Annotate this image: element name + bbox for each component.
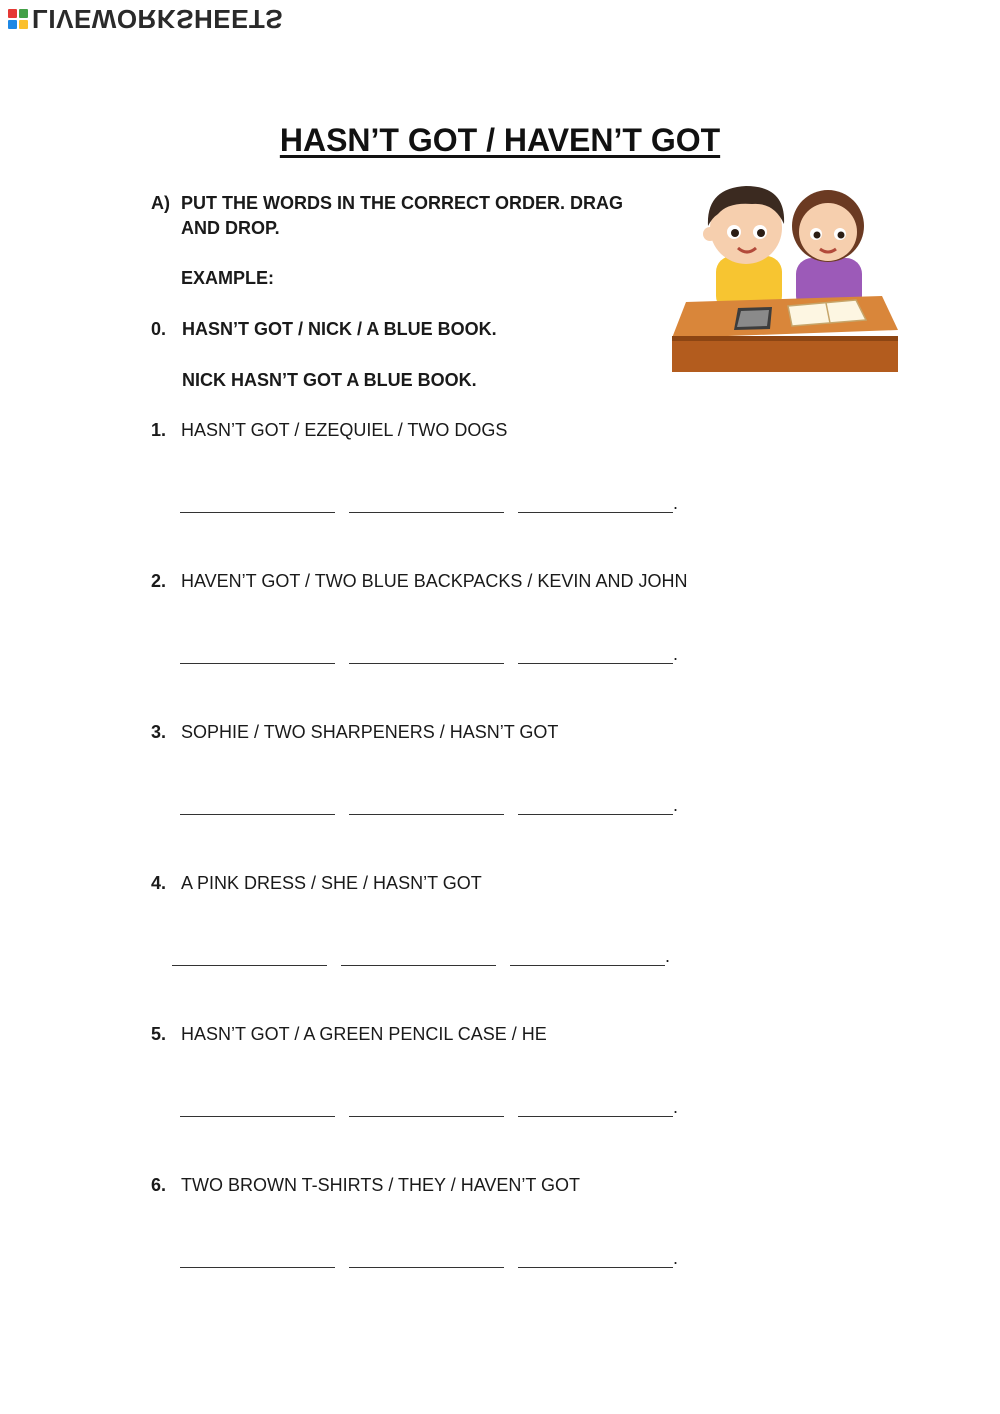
question-number: 5. <box>151 1024 167 1044</box>
question-prompt: HASN’T GOT / A GREEN PENCIL CASE / HE <box>181 1024 547 1044</box>
drop-blank-2[interactable] <box>349 490 504 513</box>
sentence-end-period: . <box>673 795 679 815</box>
instruction-marker: A) <box>151 193 170 213</box>
sentence-end-period: . <box>673 1097 679 1117</box>
drop-blank-3[interactable] <box>518 1094 673 1117</box>
question-number: 1. <box>151 420 167 440</box>
answer-blanks <box>180 641 685 665</box>
answer-blanks <box>180 1094 685 1118</box>
drop-blank-2[interactable] <box>349 641 504 664</box>
question-prompt: HASN’T GOT / EZEQUIEL / TWO DOGS <box>181 420 508 440</box>
drop-blank-3[interactable] <box>518 641 673 664</box>
instruction-text: PUT THE WORDS IN THE CORRECT ORDER. DRAG AND DROP. <box>181 193 624 238</box>
liveworksheets-logo <box>8 6 283 32</box>
example-number: 0. <box>151 319 167 339</box>
drop-blank-1[interactable] <box>180 1245 335 1268</box>
question-prompt: A PINK DRESS / SHE / HASN’T GOT <box>181 873 482 893</box>
drop-blank-1[interactable] <box>172 943 327 966</box>
answer-blanks <box>180 490 685 514</box>
drop-blank-3[interactable] <box>518 792 673 815</box>
example-answer: NICK HASN’T GOT A BLUE BOOK. <box>182 370 477 390</box>
drop-blank-2[interactable] <box>349 1094 504 1117</box>
drop-blank-1[interactable] <box>180 641 335 664</box>
desk-icon <box>672 296 898 372</box>
drop-blank-1[interactable] <box>180 490 335 513</box>
drop-blank-3[interactable] <box>518 490 673 513</box>
question-prompt: SOPHIE / TWO SHARPENERS / HASN’T GOT <box>181 722 559 742</box>
example-prompt: HASN’T GOT / NICK / A BLUE BOOK. <box>182 319 497 339</box>
question-number: 4. <box>151 873 167 893</box>
question-prompt: HAVEN’T GOT / TWO BLUE BACKPACKS / KEVIN AND JOHN <box>181 571 688 591</box>
drop-blank-3[interactable] <box>518 1245 673 1268</box>
drop-blank-2[interactable] <box>341 943 496 966</box>
question-prompt: TWO BROWN T-SHIRTS / THEY / HAVEN’T GOT <box>181 1175 581 1195</box>
question-number: 2. <box>151 571 167 591</box>
answer-blanks <box>172 943 677 967</box>
drop-blank-2[interactable] <box>349 1245 504 1268</box>
sentence-end-period: . <box>673 644 679 664</box>
question-number: 6. <box>151 1175 167 1195</box>
sentence-end-period: . <box>673 1248 679 1268</box>
question-number: 3. <box>151 722 167 742</box>
drop-blank-2[interactable] <box>349 792 504 815</box>
logo-squares-icon <box>8 9 28 29</box>
kids-at-desk-illustration <box>666 178 902 374</box>
drop-blank-1[interactable] <box>180 1094 335 1117</box>
answer-blanks <box>180 792 685 816</box>
logo-text: LIVEWORKSHEETS <box>32 4 284 34</box>
answer-blanks <box>180 1245 685 1269</box>
page-title: HASN’T GOT / HAVEN’T GOT <box>279 122 721 158</box>
boy-icon <box>703 186 784 312</box>
sentence-end-period: . <box>665 946 671 966</box>
sentence-end-period: . <box>673 493 679 513</box>
example-label: EXAMPLE: <box>181 268 275 288</box>
drop-blank-3[interactable] <box>510 943 665 966</box>
drop-blank-1[interactable] <box>180 792 335 815</box>
girl-icon <box>792 190 864 312</box>
